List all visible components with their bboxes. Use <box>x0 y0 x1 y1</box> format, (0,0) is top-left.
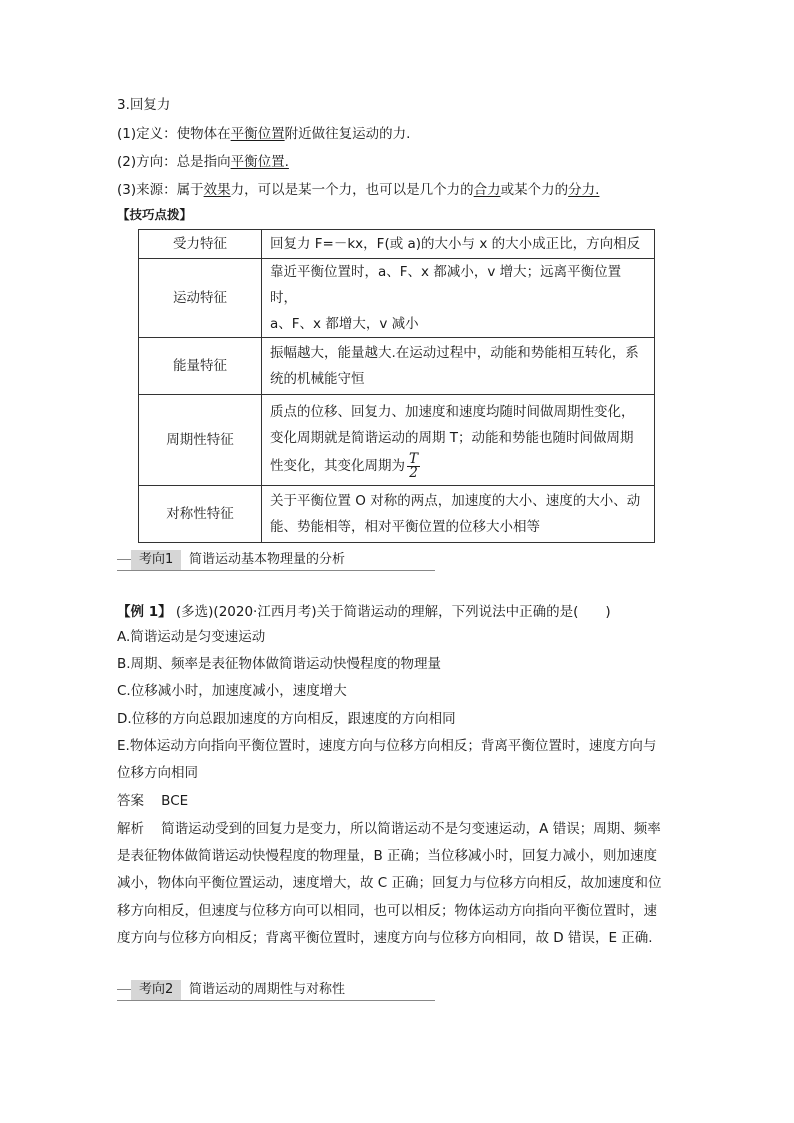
fraction-t-over-2 <box>407 450 420 481</box>
banner-lead-line <box>117 559 131 560</box>
table-value-line: a、F、x 都增大，v 减小 <box>270 316 419 332</box>
tips-label: 【技巧点拨】 <box>117 207 193 222</box>
table-value <box>262 259 655 338</box>
example-stem: (多选)(2020·江西月考)关于简谐运动的理解，下列说法中正确的是( ) <box>175 604 611 620</box>
banner-title: 简谐运动的周期性与对称性 <box>189 982 346 997</box>
analysis-line: 度方向与位移方向相反；背离平衡位置时，速度方向与位移方向相同，故 D 错误，E 正确. <box>117 930 653 946</box>
answer-line <box>117 792 188 810</box>
option-e-continued: 位移方向相同 <box>117 765 198 781</box>
source-underlined-2: 合力 <box>473 182 501 198</box>
table-value-line: 关于平衡位置 O 对称的两点，加速度的大小、速度的大小、动 <box>270 493 641 509</box>
analysis-line: 移方向相反，但速度与位移方向可以相同，也可以相反；物体运动方向指向平衡位置时，速 <box>117 903 657 919</box>
table-key: 对称性特征 <box>139 486 262 543</box>
analysis-label: 解析 <box>117 821 144 837</box>
table-value-line <box>270 451 648 481</box>
banner-rule <box>117 1000 435 1001</box>
option-e: E.物体运动方向指向平衡位置时，速度方向与位移方向相反；背离平衡位置时，速度方向与 <box>117 738 657 754</box>
source-underlined-3: 分力. <box>568 182 600 198</box>
source-prefix: (3)来源：属于 <box>117 182 204 198</box>
table-value-line: 回复力 F=－kx，F(或 a)的大小与 x 的大小成正比，方向相反 <box>270 236 641 252</box>
table-value-line: 质点的位移、回复力、加速度和速度均随时间做周期性变化， <box>270 404 635 420</box>
table-row <box>139 338 655 395</box>
option-d: D.位移的方向总跟加速度的方向相反，跟速度的方向相同 <box>117 711 456 727</box>
direction-line <box>117 153 289 171</box>
analysis-text: 简谐运动受到的回复力是变力，所以简谐运动不是匀变速运动，A 错误；周期、频率 <box>161 821 661 837</box>
option-c: C.位移减小时，加速度减小，速度增大 <box>117 683 347 699</box>
feature-table <box>138 229 655 543</box>
table-value <box>262 395 655 486</box>
definition-line <box>117 125 410 143</box>
table-value-line: 能、势能相等，相对平衡位置的位移大小相等 <box>270 519 540 535</box>
table-value <box>262 230 655 259</box>
source-middle-1: 力，可以是某一个力，也可以是几个力的 <box>230 182 474 198</box>
table-value-line: 变化周期就是简谐运动的周期 T；动能和势能也随时间做周期 <box>270 430 634 446</box>
source-underlined-1: 效果 <box>203 182 231 198</box>
example-stem-line <box>117 603 611 621</box>
fraction-numerator: T <box>409 450 419 467</box>
answer-value: BCE <box>161 793 189 809</box>
analysis-line <box>117 820 661 838</box>
banner-title: 简谐运动基本物理量的分析 <box>189 552 346 567</box>
section-banner-1 <box>117 549 435 571</box>
fraction-denominator: 2 <box>409 464 418 481</box>
table-key: 能量特征 <box>139 338 262 395</box>
table-value <box>262 486 655 543</box>
table-value-line: 统的机械能守恒 <box>270 371 365 387</box>
option-a: A.简谐运动是匀变速运动 <box>117 629 266 645</box>
definition-underlined: 平衡位置 <box>230 126 285 142</box>
definition-prefix: (1)定义：使物体在 <box>117 126 231 142</box>
section-banner-2 <box>117 979 435 1001</box>
table-row <box>139 395 655 486</box>
table-value-text: 性变化，其变化周期为 <box>270 458 405 474</box>
direction-underlined: 平衡位置. <box>230 154 289 170</box>
source-middle-2: 或某个力的 <box>500 182 569 198</box>
analysis-line: 减小，物体向平衡位置运动，速度增大，故 C 正确；回复力与位移方向相反，故加速度和位 <box>117 875 662 891</box>
section-heading: 3.回复力 <box>117 97 171 113</box>
table-value-line: 振幅越大，能量越大.在运动过程中，动能和势能相互转化，系 <box>270 345 639 361</box>
table-key: 运动特征 <box>139 259 262 338</box>
example-label: 【例 1】 <box>117 604 172 620</box>
banner-tag: 考向1 <box>131 550 181 570</box>
table-row <box>139 259 655 338</box>
definition-suffix: 附近做往复运动的力. <box>284 126 411 142</box>
banner-rule <box>117 570 435 571</box>
banner-tag: 考向2 <box>131 980 181 1000</box>
source-line <box>117 181 599 199</box>
direction-prefix: (2)方向：总是指向 <box>117 154 231 170</box>
option-b: B.周期、频率是表征物体做简谐运动快慢程度的物理量 <box>117 656 442 672</box>
analysis-line: 是表征物体做简谐运动快慢程度的物理量，B 正确；当位移减小时，回复力减小，则加速度 <box>117 848 658 864</box>
table-row <box>139 486 655 543</box>
table-row <box>139 230 655 259</box>
table-value <box>262 338 655 395</box>
banner-lead-line <box>117 989 131 990</box>
table-key: 受力特征 <box>139 230 262 259</box>
table-key: 周期性特征 <box>139 395 262 486</box>
table-value-line: 靠近平衡位置时，a、F、x 都减小，v 增大；远离平衡位置时， <box>270 264 622 306</box>
answer-label: 答案 <box>117 793 144 809</box>
